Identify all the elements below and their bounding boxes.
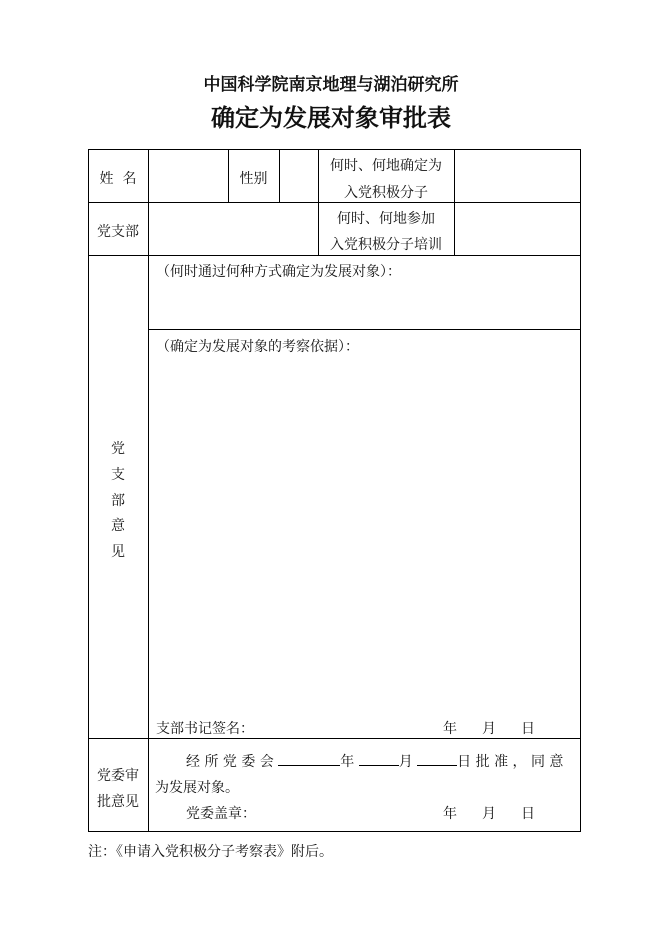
method-prompt: （何时通过何种方式确定为发展对象）：	[156, 264, 401, 280]
secretary-signature-label: 支部书记签名：	[156, 721, 254, 737]
label-char: 党	[111, 441, 125, 457]
seal-year: 年	[443, 806, 457, 822]
name-field[interactable]	[149, 150, 228, 202]
approval-year-blank[interactable]	[278, 751, 340, 766]
committee-seal-label: 党委盖章：	[186, 806, 256, 822]
sign-month: 月	[482, 721, 496, 737]
training-label-2: 入党积极分子培训	[330, 237, 442, 253]
sign-day: 日	[521, 721, 535, 737]
sign-year: 年	[443, 721, 457, 737]
activist-date-label-2: 入党积极分子	[344, 185, 428, 201]
seal-day: 日	[521, 806, 535, 822]
approval-prefix: 经 所 党 委 会	[186, 754, 274, 770]
method-field[interactable]	[149, 280, 580, 328]
label-char: 支	[111, 467, 125, 483]
approval-text-cont: 为发展对象。	[155, 780, 239, 796]
label-char: 意	[111, 518, 125, 534]
seal-month: 月	[482, 806, 496, 822]
label-char: 见	[111, 544, 125, 560]
committee-label-2: 批意见	[97, 794, 139, 810]
month-label: 月	[398, 754, 413, 770]
label-char: 部	[111, 493, 125, 509]
branch-label: 党支部	[97, 224, 139, 240]
activist-date-field[interactable]	[455, 150, 580, 202]
approval-text	[186, 751, 563, 771]
training-field[interactable]	[455, 203, 580, 255]
gender-field[interactable]	[280, 150, 318, 202]
training-label-1: 何时、何地参加	[337, 211, 435, 227]
basis-field[interactable]	[149, 356, 580, 706]
year-label: 年	[340, 754, 355, 770]
gender-label: 性别	[239, 171, 268, 187]
approval-month-blank[interactable]	[359, 751, 399, 766]
name-label: 姓 名	[99, 171, 137, 187]
approval-suffix: 日 批 准 ， 同 意	[457, 754, 564, 770]
institute-name: 中国科学院南京地理与湖泊研究所	[203, 75, 459, 95]
footnote: 注：《申请入党积极分子考察表》附后。	[88, 844, 333, 860]
form-title: 确定为发展对象审批表	[211, 104, 451, 132]
branch-field[interactable]	[149, 203, 318, 255]
activist-date-label-1: 何时、何地确定为	[330, 158, 442, 174]
committee-label-1: 党委审	[97, 768, 139, 784]
basis-prompt: （确定为发展对象的考察依据）：	[156, 339, 359, 355]
approval-day-blank[interactable]	[417, 751, 457, 766]
